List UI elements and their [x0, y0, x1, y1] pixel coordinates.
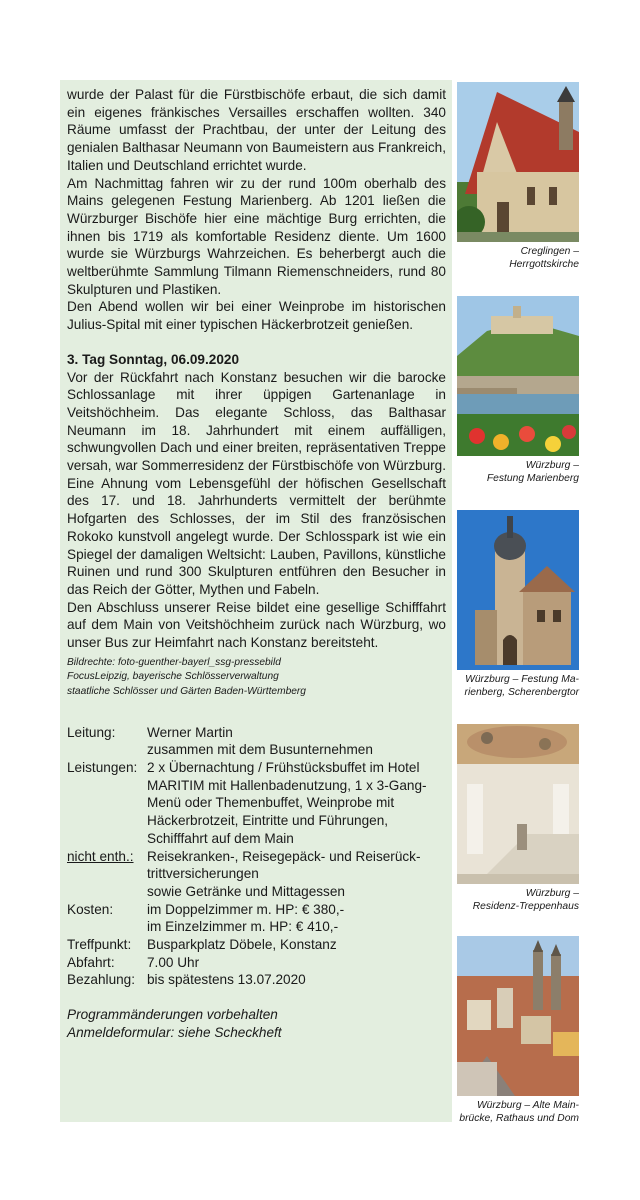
info-label: nicht enth.: — [67, 848, 134, 864]
info-label: Bezahlung: — [67, 972, 136, 988]
info-value — [147, 724, 446, 759]
info-line: Reisekranken-, Reisegepäck- und Reiserück- — [147, 848, 421, 864]
info-line: 2 x Übernachtung / Frühstücksbuffet im Hotel — [147, 759, 420, 775]
info-label: Treffpunkt: — [67, 937, 132, 953]
caption-line: Würzburg – — [525, 888, 579, 899]
info-value — [147, 971, 446, 989]
info-row-leitung — [67, 724, 446, 759]
photo-caption — [457, 1099, 579, 1126]
info-label: Kosten: — [67, 901, 114, 917]
credit-line: FocusLeipzig, bayerische Schlösserverwaltung — [67, 671, 279, 683]
info-row-treffpunkt — [67, 936, 446, 954]
photo-block-creglingen — [457, 82, 579, 272]
body-paragraph: Den Abend wollen wir bei einer Weinprobe im historischen Julius-Spital mit einer typischen Häckerbrotzeit genießen. — [67, 299, 446, 333]
info-row-bezahlung — [67, 971, 446, 989]
body-paragraph: Vor der Rückfahrt nach Konstanz besuchen wir die barocke Schlossanlage mit ihrer üppigen Gartenanlage in Veitshöchheim. Das elegante Schloss, das Balthasar Neumann im 18. Jahrhundert mit einem auffälligen, schwungvollen Dach und einer breiten, repräsentativen Treppe versah, war Sommerresidenz der Fürstbischöfe von Würzburg. Eine Ahnung vom Lebensgefühl der höfischen Gesellschaft des 17. und 18. Jahrhunderts vermittelt der berühmte Hofgarten des Schlosses, der im Stil des französischen Rokoko kunstvoll angelegt wurde. Der Schlosspark ist wie ein Spiegel der damaligen Weltsicht: Lauben, Pavillons, künstliche Ruinen und rund 300 Skulpturen entführen den Besucher in das Reich der Götter, Mythen und Fabeln. — [67, 369, 446, 597]
photo-block-marienberg — [457, 296, 579, 486]
photo-creglingen-church — [457, 82, 579, 242]
info-line: MARITIM mit Hallenbadenutzung, 1 x 3-Gang- — [147, 777, 427, 793]
caption-line: Würzburg – Festung Ma- — [465, 674, 579, 685]
info-line: im Einzelzimmer m. HP: € 410,- — [147, 919, 339, 935]
photo-block-treppenhaus — [457, 724, 579, 914]
photo-caption — [457, 887, 579, 914]
text-panel — [60, 80, 452, 1122]
info-label: Leitung: — [67, 724, 116, 740]
trip-info-table — [67, 724, 446, 990]
photo-caption — [457, 459, 579, 486]
caption-line: Herrgottskirche — [509, 259, 579, 271]
day-heading: 3. Tag Sonntag, 06.09.2020 — [67, 351, 240, 367]
body-paragraph: Den Abschluss unserer Reise bildet eine gesellige Schifffahrt auf dem Main von Veitshöchheim zurück nach Würzburg, wo unser Bus zur Heimfahrt nach Konstanz bereitsteht. — [67, 599, 446, 651]
caption-line: Creglingen – — [520, 246, 579, 257]
info-label: Leistungen: — [67, 759, 138, 775]
photo-block-scherenbergtor — [457, 510, 579, 700]
info-line: Werner Martin — [147, 724, 233, 740]
info-value — [147, 848, 446, 901]
closing-notes — [67, 1006, 446, 1041]
info-line: 7.00 Uhr — [147, 954, 200, 970]
credit-line: Bildrechte: foto-guenther-bayerl_ssg-pressebild — [67, 656, 281, 668]
info-value — [147, 901, 446, 936]
closing-line: Anmeldeformular: siehe Scheckheft — [67, 1024, 282, 1040]
info-row-leistungen — [67, 759, 446, 848]
caption-line: Festung Marienberg — [486, 473, 579, 485]
info-label: Abfahrt: — [67, 954, 115, 970]
info-line: sowie Getränke und Mittagessen — [147, 883, 345, 899]
info-line: Busparkplatz Döbele, Konstanz — [147, 937, 337, 953]
info-line: zusammen mit dem Busunternehmen — [147, 742, 373, 758]
body-paragraph: Am Nachmittag fahren wir zu der rund 100m oberhalb des Mains gelegenen Festung Marienberg. Ab 1201 ließen die Würzburger Bischöfe hier eine mächtige Burg errichten, die ihnen bis 1719 als komfortable Residenz diente. Um 1600 wurde sie Würzburgs Wahrzeichen. Es beherbergt auch die weltberühmte Sammlung Tilmann Riemenschneiders, rund 80 Skulpturen und Plastiken. — [67, 175, 446, 297]
credit-line: staatliche Schlösser und Gärten Baden-Württemberg — [67, 685, 306, 697]
info-line: bis spätestens 13.07.2020 — [147, 972, 306, 988]
photo-festung-marienberg — [457, 296, 579, 456]
photo-caption — [457, 673, 579, 700]
photo-scherenbergtor — [457, 510, 579, 670]
info-value — [147, 954, 446, 972]
image-credits — [67, 656, 446, 700]
info-value — [147, 759, 446, 848]
info-value — [147, 936, 446, 954]
info-line: im Doppelzimmer m. HP: € 380,- — [147, 901, 345, 917]
info-line: trittversicherungen — [147, 866, 259, 882]
info-row-kosten — [67, 901, 446, 936]
info-line: Schifffahrt auf dem Main — [147, 830, 294, 846]
caption-line: rienberg, Scherenbergtor — [464, 687, 579, 699]
info-line: Häckerbrotzeit, Eintritte und Führungen, — [147, 813, 389, 829]
info-row-abfahrt — [67, 954, 446, 972]
photo-block-mainbruecke — [457, 936, 579, 1126]
info-row-nicht-enthalten — [67, 848, 446, 901]
photo-residenz-treppenhaus — [457, 724, 579, 884]
body-paragraph: wurde der Palast für die Fürstbischöfe erbaut, die sich damit ein eigenes fränkisches Versailles erschaffen wollten. 340 Räume umfasst der Prachtbau, der unter der Leitung des genialen Balthasar Neumann von Baumeistern aus Frankreich, Italien und Deutschland errichtet wurde. — [67, 87, 446, 173]
info-line: Menü oder Themenbuffet, Weinprobe mit — [147, 795, 395, 811]
closing-line: Programmänderungen vorbehalten — [67, 1007, 278, 1023]
caption-line: Residenz-Treppenhaus — [472, 901, 579, 913]
photo-alte-mainbruecke — [457, 936, 579, 1096]
caption-line: Würzburg – Alte Main- — [476, 1100, 579, 1111]
caption-line: brücke, Rathaus und Dom — [459, 1113, 579, 1125]
caption-line: Würzburg – — [525, 460, 579, 471]
photo-caption — [457, 245, 579, 272]
